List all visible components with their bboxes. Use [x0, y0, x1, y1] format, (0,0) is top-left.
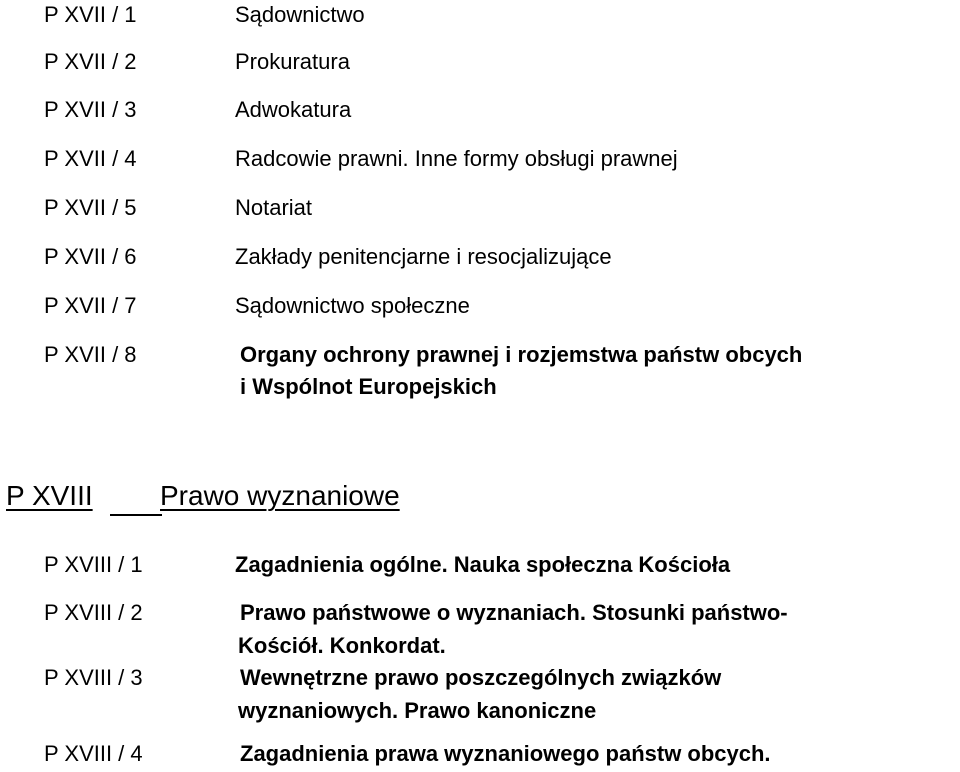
item-code: P XVII / 3 [44, 97, 137, 122]
item-title: Notariat [235, 195, 313, 220]
item-title: Radcowie prawni. Inne formy obsługi prawnej [235, 146, 678, 171]
item-title: Adwokatura [235, 97, 352, 122]
item-title-continued: Kościół. Konkordat. [238, 633, 446, 658]
item-title-continued: wyznaniowych. Prawo kanoniczne [238, 698, 597, 723]
item-title: Organy ochrony prawnej i rozjemstwa państw obcych [240, 342, 803, 367]
item-code: P XVIII / 2 [44, 600, 143, 625]
item-code: P XVII / 1 [44, 2, 137, 27]
item-title: Zagadnienia prawa wyznaniowego państw obcych. [240, 741, 771, 766]
item-title: Zagadnienia ogólne. Nauka społeczna Kościoła [235, 552, 731, 577]
item-title: Prokuratura [235, 49, 350, 74]
item-code: P XVII / 7 [44, 293, 137, 318]
item-code: P XVIII / 4 [44, 741, 143, 766]
item-title: Wewnętrzne prawo poszczególnych związków [240, 665, 722, 690]
item-code: P XVII / 2 [44, 49, 137, 74]
section-code: P XVIII [6, 480, 93, 511]
item-title: Sądownictwo [235, 2, 365, 27]
heading-underline [110, 514, 162, 516]
item-code: P XVIII / 1 [44, 552, 143, 577]
section-title: Prawo wyznaniowe [160, 480, 400, 511]
item-code: P XVIII / 3 [44, 665, 143, 690]
item-code: P XVII / 8 [44, 342, 137, 367]
item-title-continued: i Wspólnot Europejskich [240, 374, 497, 399]
item-title: Prawo państwowe o wyznaniach. Stosunki państwo- [240, 600, 788, 625]
item-code: P XVII / 4 [44, 146, 137, 171]
item-code: P XVII / 5 [44, 195, 137, 220]
item-title: Zakłady penitencjarne i resocjalizujące [235, 244, 612, 269]
item-title: Sądownictwo społeczne [235, 293, 470, 318]
item-code: P XVII / 6 [44, 244, 137, 269]
